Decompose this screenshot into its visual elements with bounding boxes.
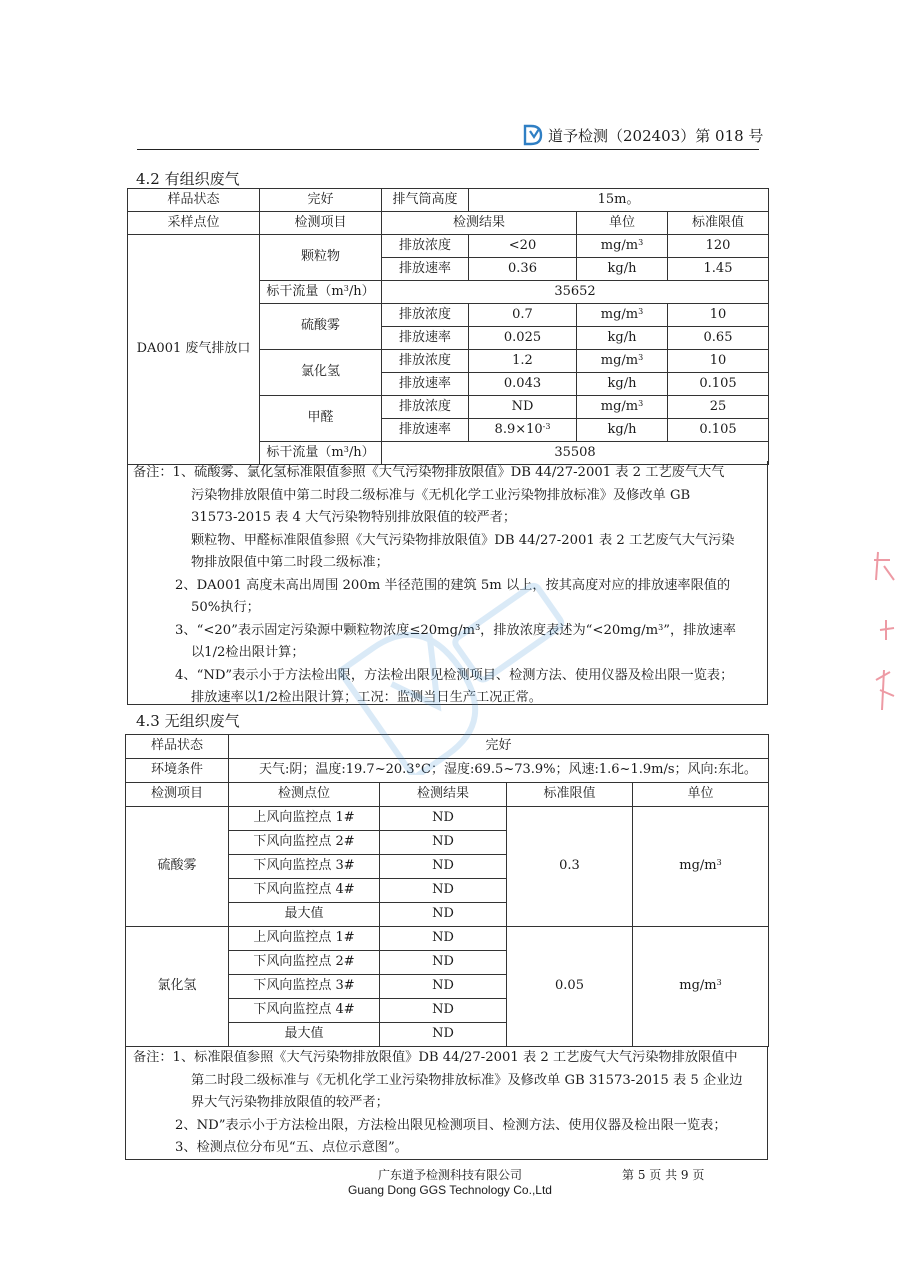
report-header: [522, 122, 763, 148]
section-title-organized: 4.2 有组织废气: [136, 170, 240, 188]
param: 排放浓度: [382, 350, 469, 373]
table-header-row: [126, 783, 769, 807]
param: 排放速率: [382, 327, 469, 350]
footer-company: 广东道予检测科技有限公司: [377, 1168, 522, 1182]
result: 1.2: [469, 350, 577, 373]
flow-label: 标干流量$(m^3/h)$: [260, 442, 382, 465]
limit: 10: [668, 304, 769, 327]
result: 0.025: [469, 327, 577, 350]
result: 0.36: [469, 258, 577, 281]
note-line: 3、“<20”表示固定污染源中颗粒物浓度$\le 20mg/m^3$，排放浓度表述为“$<20mg/m^3$”，排放速率: [175, 622, 736, 638]
note-line: 颗粒物、甲醛标准限值参照《大气污染物排放限值》DB 44/27-2001 表 2 工艺废气大气污染: [191, 532, 735, 548]
table-row: [128, 235, 769, 258]
result: ND: [380, 831, 507, 855]
header-item: 检测项目: [260, 212, 382, 235]
item-name: 氯化氢: [126, 927, 229, 1047]
param: 排放浓度: [382, 304, 469, 327]
result: ND: [469, 396, 577, 419]
unit: $mg/m^3$: [633, 807, 769, 927]
item-name: 硫酸雾: [126, 807, 229, 927]
param: 排放速率: [382, 419, 469, 442]
organized-emission-table: [127, 188, 769, 465]
result: $8.9\times 10^{-3}$: [469, 419, 577, 442]
result: ND: [380, 855, 507, 879]
limit: 1.45: [668, 258, 769, 281]
result: ND: [380, 975, 507, 999]
monitor-point: 上风向监控点 1#: [229, 807, 380, 831]
unit: $mg/m^3$: [577, 350, 668, 373]
cell-label: 样品状态: [128, 189, 260, 212]
header-point: 采样点位: [128, 212, 260, 235]
sampling-point: DA001 废气排放口: [128, 235, 260, 465]
limit: 0.65: [668, 327, 769, 350]
item-name: 颗粒物: [260, 235, 382, 281]
company-logo-icon: [522, 123, 544, 147]
header-point: 检测点位: [229, 783, 380, 807]
table-row: [126, 807, 769, 831]
unorganized-emission-table: [125, 734, 769, 1047]
note-line: 50%执行；: [191, 600, 260, 615]
result: 0.7: [469, 304, 577, 327]
unit: kg/h: [577, 258, 668, 281]
header-result: 检测结果: [382, 212, 577, 235]
flow-label: 标干流量$(m^3/h)$: [260, 281, 382, 304]
note-line: 备注：1、硫酸雾、氯化氢标准限值参照《大气污染物排放限值》DB 44/27-2001 表 2 工艺废气大气: [133, 465, 725, 480]
report-number: 道予检测（202403）第 018 号: [548, 126, 764, 145]
result: ND: [380, 903, 507, 927]
cell-label: 排气筒高度: [382, 189, 469, 212]
unit: $mg/m^3$: [633, 927, 769, 1047]
unit: kg/h: [577, 373, 668, 396]
flow-value: 35508: [382, 442, 769, 465]
monitor-point: 下风向监控点 3#: [229, 975, 380, 999]
cell-label: 样品状态: [126, 735, 229, 759]
unit: $mg/m^3$: [577, 235, 668, 258]
param: 排放速率: [382, 258, 469, 281]
note-line: 2、DA001 高度未高出周围 200m 半径范围的建筑 5m 以上，按其高度对应的排放速率限值的: [175, 577, 731, 593]
note-line: 以1/2检出限计算；: [191, 645, 305, 660]
result: ND: [380, 1023, 507, 1047]
limit: 0.105: [668, 419, 769, 442]
notes-organized: [133, 462, 763, 710]
note-line: 排放速率以1/2检出限计算；工况：监测当日生产工况正常。: [191, 690, 542, 705]
monitor-point: 最大值: [229, 903, 380, 927]
note-line: 污染物排放限值中第二时段二级标准与《无机化学工业污染物排放标准》及修改单 GB: [191, 487, 691, 503]
footer-company-en: Guang Dong GGS Technology Co.,Ltd: [348, 1183, 552, 1197]
item-name: 甲醛: [260, 396, 382, 442]
monitor-point: 下风向监控点 4#: [229, 999, 380, 1023]
param: 排放浓度: [382, 235, 469, 258]
unit: kg/h: [577, 419, 668, 442]
limit: 120: [668, 235, 769, 258]
cell-value: 完好: [260, 189, 382, 212]
note-line: 备注：1、标准限值参照《大气污染物排放限值》DB 44/27-2001 表 2 工艺废气大气污染物排放限值中: [133, 1050, 738, 1065]
table-row: [126, 759, 769, 783]
monitor-point: 下风向监控点 2#: [229, 951, 380, 975]
unit: kg/h: [577, 327, 668, 350]
note-line: 物排放限值中第二时段二级标准；: [191, 555, 389, 570]
header-unit: 单位: [577, 212, 668, 235]
monitor-point: 下风向监控点 4#: [229, 879, 380, 903]
table-row: [126, 927, 769, 951]
monitor-point: 最大值: [229, 1023, 380, 1047]
table-row: [128, 189, 769, 212]
limit: 25: [668, 396, 769, 419]
header-result: 检测结果: [380, 783, 507, 807]
result: <20: [469, 235, 577, 258]
header-limit: 标准限值: [507, 783, 633, 807]
result: ND: [380, 879, 507, 903]
result: ND: [380, 951, 507, 975]
monitor-point: 下风向监控点 2#: [229, 831, 380, 855]
notes-unorganized: [133, 1047, 763, 1160]
note-line: 3、检测点位分布见“五、点位示意图”。: [175, 1140, 408, 1155]
seal-stamp-icon: [860, 540, 900, 730]
header-divider: [137, 149, 759, 150]
header-item: 检测项目: [126, 783, 229, 807]
item-name: 氯化氢: [260, 350, 382, 396]
result: ND: [380, 927, 507, 951]
param: 排放速率: [382, 373, 469, 396]
result: 0.043: [469, 373, 577, 396]
limit: 0.05: [507, 927, 633, 1047]
cell-value: 完好: [229, 735, 769, 759]
limit: 10: [668, 350, 769, 373]
page-number: 第 5 页 共 9 页: [622, 1168, 705, 1182]
limit: 0.3: [507, 807, 633, 927]
result: ND: [380, 807, 507, 831]
section-title-unorganized: 4.3 无组织废气: [136, 712, 240, 730]
unit: $mg/m^3$: [577, 304, 668, 327]
header-limit: 标准限值: [668, 212, 769, 235]
result: ND: [380, 999, 507, 1023]
param: 排放浓度: [382, 396, 469, 419]
note-line: 2、ND”表示小于方法检出限，方法检出限见检测项目、检测方法、使用仪器及检出限一览表；: [175, 1117, 727, 1133]
cell-label: 环境条件: [126, 759, 229, 783]
cell-value: 15m。: [469, 189, 769, 212]
monitor-point: 下风向监控点 3#: [229, 855, 380, 879]
monitor-point: 上风向监控点 1#: [229, 927, 380, 951]
table-row: [126, 735, 769, 759]
item-name: 硫酸雾: [260, 304, 382, 350]
flow-value: 35652: [382, 281, 769, 304]
limit: 0.105: [668, 373, 769, 396]
note-line: 界大气污染物排放限值的较严者；: [191, 1095, 389, 1110]
table-header-row: [128, 212, 769, 235]
header-unit: 单位: [633, 783, 769, 807]
note-line: 31573-2015 表 4 大气污染物特别排放限值的较严者；: [191, 510, 517, 525]
environment-conditions: 天气:阴；温度:19.7~20.3°C；湿度:69.5~73.9%；风速:1.6~1.9m/s；风向:东北。: [229, 759, 769, 783]
unit: $mg/m^3$: [577, 396, 668, 419]
note-line: 4、“ND”表示小于方法检出限，方法检出限见检测项目、检测方法、使用仪器及检出限一览表；: [175, 667, 734, 683]
note-line: 第二时段二级标准与《无机化学工业污染物排放标准》及修改单 GB 31573-2015 表 5 企业边: [191, 1072, 743, 1088]
